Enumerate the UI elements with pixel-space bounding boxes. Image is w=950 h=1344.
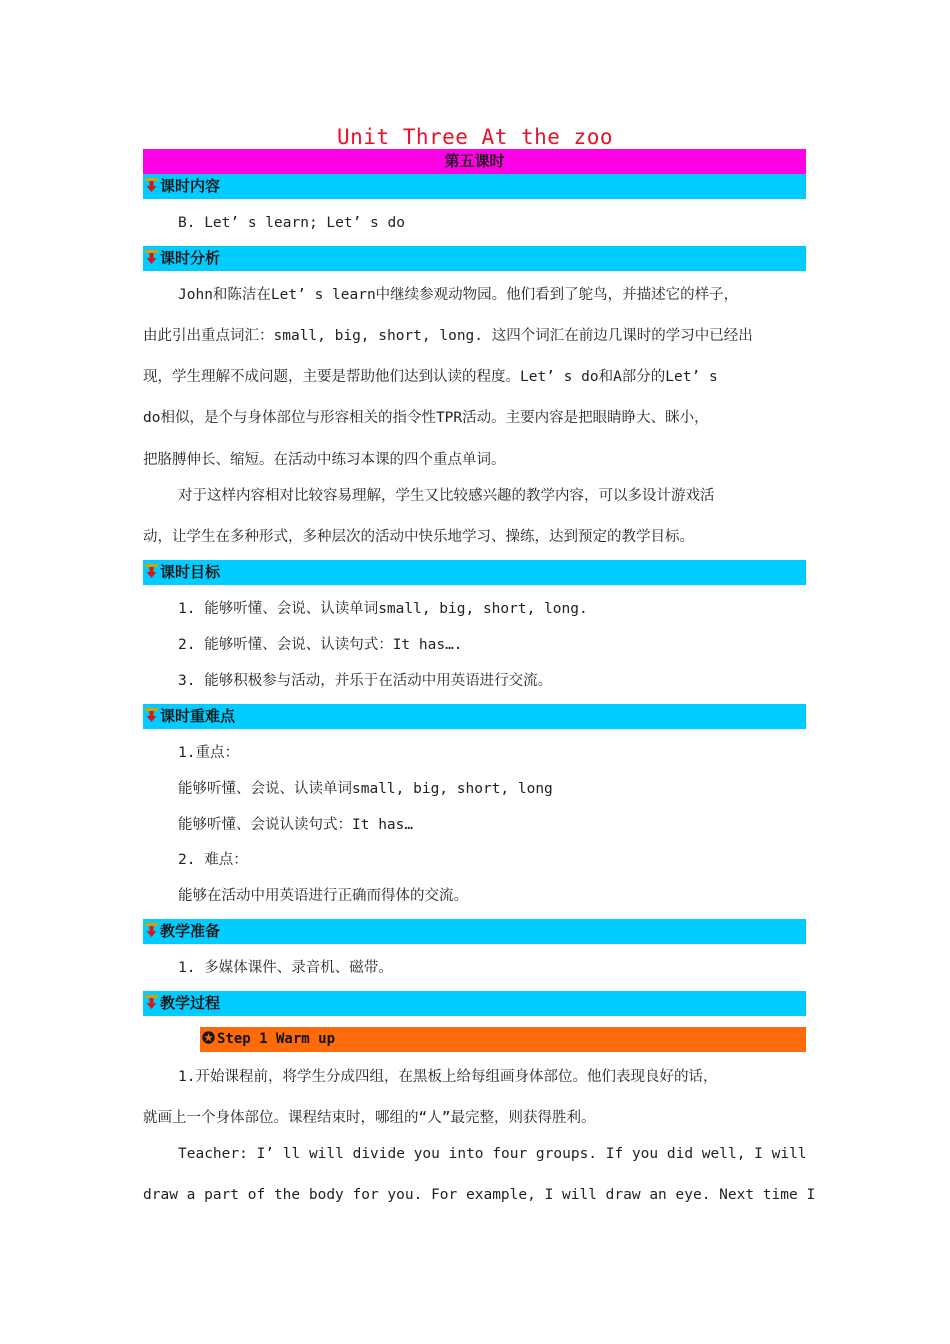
analysis-line: do相似，是个与身体部位与形容相关的指令性TPR活动。主要内容是把眼睛睁大、眯小， bbox=[143, 410, 709, 426]
key-point-line: 能够听懂、会说、认读单词small, big, short, long bbox=[178, 781, 553, 797]
section-header-process bbox=[143, 991, 806, 1016]
down-arrow-icon bbox=[145, 921, 158, 936]
step-banner bbox=[200, 1027, 806, 1052]
content-text: B. Let’ s learn; Let’ s do bbox=[178, 215, 405, 231]
process-line: draw a part of the body for you. For example, I will draw an eye. Next time I bbox=[143, 1187, 816, 1203]
document-title: Unit Three At the zoo bbox=[336, 125, 613, 149]
goal-item: 2. 能够听懂、会说、认读句式：It has…. bbox=[178, 637, 463, 653]
key-point-line: 能够听懂、会说认读句式：It has… bbox=[178, 817, 414, 833]
goal-item: 3. 能够积极参与活动，并乐于在活动中用英语进行交流。 bbox=[178, 673, 553, 689]
key-point-line: 1.重点： bbox=[178, 745, 239, 761]
step-title: Step 1 Warm up bbox=[217, 1031, 336, 1047]
prep-item: 1. 多媒体课件、录音机、磁带。 bbox=[178, 960, 393, 976]
section-title: 教学准备 bbox=[160, 922, 221, 940]
down-arrow-icon bbox=[145, 248, 158, 263]
section-header-analysis bbox=[143, 246, 806, 271]
section-header-prep bbox=[143, 919, 806, 944]
star-icon bbox=[202, 1027, 215, 1052]
process-line: Teacher: I’ ll will divide you into four groups. If you did well, I will bbox=[178, 1146, 807, 1162]
lesson-banner: 第五课时 bbox=[143, 149, 806, 174]
section-title: 课时重难点 bbox=[160, 707, 236, 725]
section-title: 课时目标 bbox=[160, 563, 221, 581]
key-point-line: 2. 难点： bbox=[178, 852, 248, 868]
section-title: 课时内容 bbox=[160, 177, 221, 195]
section-header-key bbox=[143, 704, 806, 729]
analysis-line: 动，让学生在多种形式，多种层次的活动中快乐地学习、操练，达到预定的教学目标。 bbox=[143, 529, 694, 545]
section-header-content bbox=[143, 174, 806, 199]
down-arrow-icon bbox=[145, 706, 158, 721]
process-line: 就画上一个身体部位。课程结束时，哪组的“人”最完整，则获得胜利。 bbox=[143, 1110, 596, 1126]
down-arrow-icon bbox=[145, 562, 158, 577]
key-point-line: 能够在活动中用英语进行正确而得体的交流。 bbox=[178, 888, 468, 904]
analysis-line: 现，学生理解不成问题，主要是帮助他们达到认读的程度。Let’ s do和A部分的Let’ s bbox=[143, 369, 718, 385]
section-title: 教学过程 bbox=[160, 994, 221, 1012]
section-header-goals bbox=[143, 560, 806, 585]
analysis-line: John和陈洁在Let’ s learn中继续参观动物园。他们看到了鸵鸟，并描述它的样子， bbox=[178, 287, 739, 303]
down-arrow-icon bbox=[145, 993, 158, 1008]
analysis-line: 把胳膊伸长、缩短。在活动中练习本课的四个重点单词。 bbox=[143, 452, 506, 468]
down-arrow-icon bbox=[145, 176, 158, 191]
analysis-line: 由此引出重点词汇：small, big, short, long. 这四个词汇在前边几课时的学习中已经出 bbox=[143, 328, 753, 344]
section-title: 课时分析 bbox=[160, 249, 221, 267]
goal-item: 1. 能够听懂、会说、认读单词small, big, short, long. bbox=[178, 601, 588, 617]
process-line: 1.开始课程前，将学生分成四组，在黑板上给每组画身体部位。他们表现良好的话， bbox=[178, 1069, 718, 1085]
analysis-line: 对于这样内容相对比较容易理解，学生又比较感兴趣的教学内容，可以多设计游戏活 bbox=[178, 488, 715, 504]
